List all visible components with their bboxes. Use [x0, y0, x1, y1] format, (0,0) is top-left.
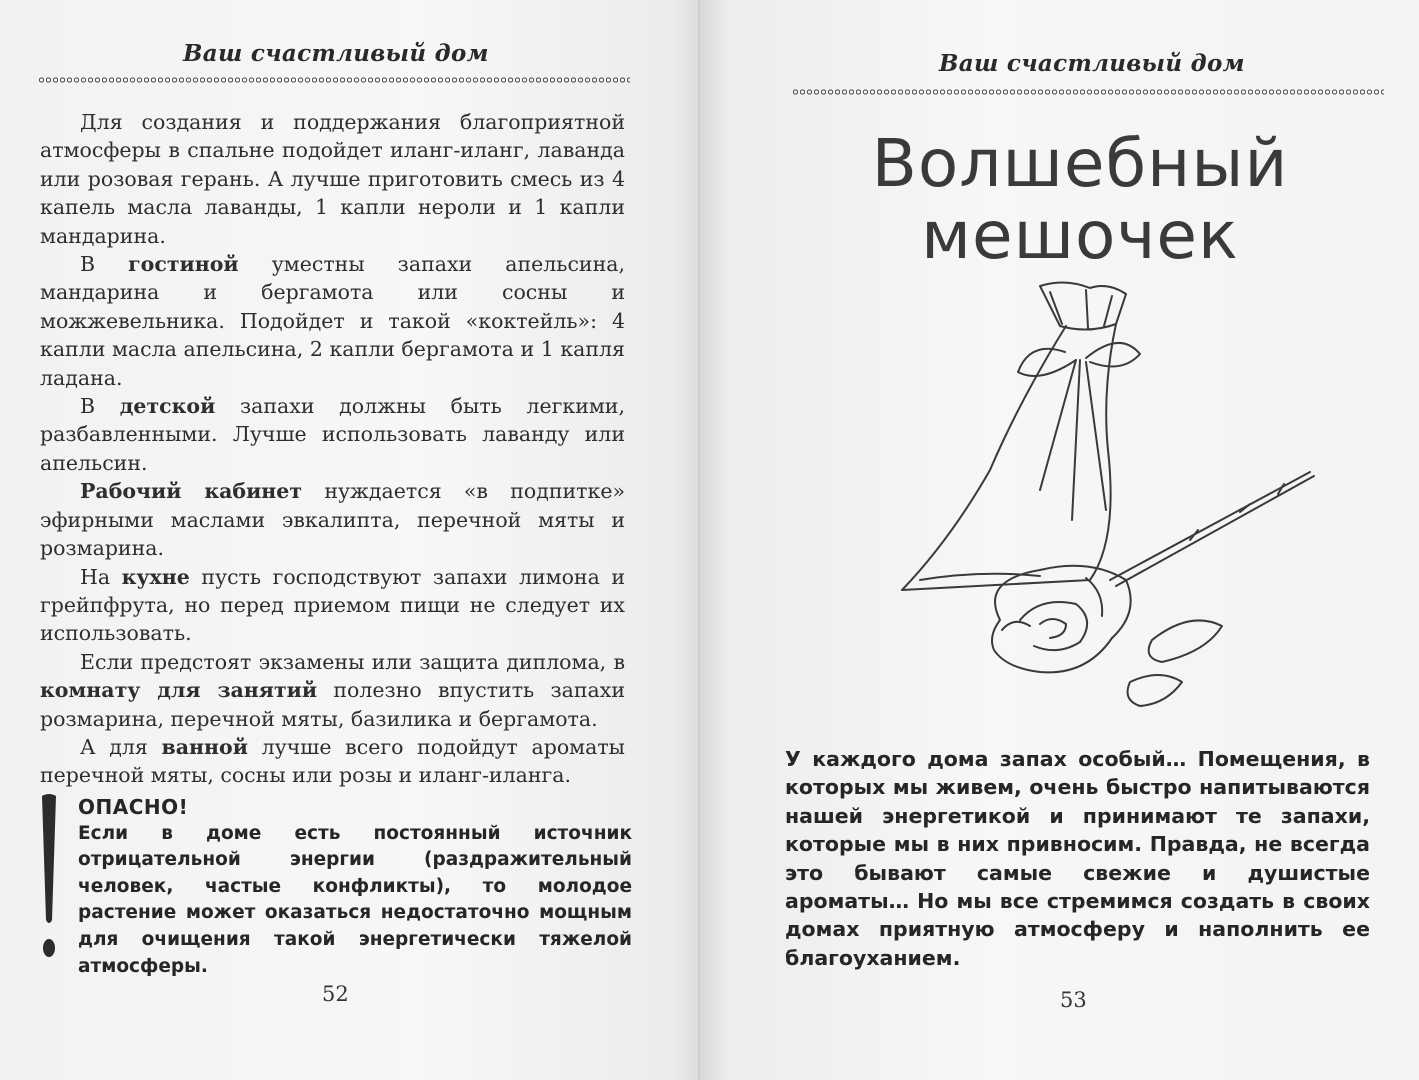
left-page [0, 0, 700, 1080]
running-head-left: Ваш счастливый дом [183, 40, 489, 67]
sachet-with-rose-illustration [890, 280, 1330, 730]
paragraph-study: Рабочий кабинет нуждается «в подпитке» эфирными маслами эвкалипта, перечной мяты и розмарина. [40, 479, 626, 561]
intro-text: У каждого дома запах особый… Помещения, в которых мы живем, очень быстро напитываются нашей энергетикой и принимают те запахи, которые мы в них привносим. Правда, не всегда это бывают самые свежие и душистые ароматы… Но мы все стремимся создать в своих домах приятную атмосферу и наполнить ее благоуханием. [785, 747, 1370, 970]
warning-title: ОПАСНО! [78, 795, 189, 819]
ornament-rule-right [792, 88, 1384, 96]
warning-text: Если в доме есть постоянный источник отрицательной энергии (раздражительный человек, частые конфликты), то молодое растение может оказаться недостаточно мощным для очищения такой энергетически тяжелой атмосферы. [78, 822, 632, 977]
chapter-title [820, 125, 1340, 274]
exclamation-icon [36, 792, 62, 964]
chapter-title-line1: Волшебный [871, 125, 1289, 202]
paragraph-living-room: В гостиной уместны запахи апельсина, мандарина и бергамота или сосны и можжевельника. Подойдет и такой «коктейль»: 4 капли масла апельсина, 2 капли бергамота и 1 капля ладана. [40, 252, 625, 390]
running-head-right: Ваш счастливый дом [939, 50, 1245, 77]
paragraph-kitchen: На кухне пусть господствуют запахи лимона и грейпфрута, но перед приемом пищи не следует их использовать. [40, 564, 625, 646]
left-body-text [40, 108, 625, 790]
paragraph-study-room: Если предстоят экзамены или защита диплома, в комнату для занятий полезно впустить запахи розмарина, перечной мяты, базилика и бергамота. [40, 649, 625, 731]
ornament-rule-left [38, 76, 630, 84]
chapter-title-line2: мешочек [921, 197, 1239, 274]
warning-box [78, 794, 632, 980]
page-number-left: 52 [322, 982, 349, 1006]
paragraph-bathroom: А для ванной лучше всего подойдут ароматы перечной мяты, сосны или розы и иланг-иланга. [40, 734, 625, 788]
page-number-right: 53 [1060, 988, 1087, 1012]
paragraph-bedroom: Для создания и поддержания благоприятной атмосферы в спальне подойдет иланг-иланг, лаванда или розовая герань. А лучше приготовить смесь из 4 капель масла лаванды, 1 капли нероли и 1 капли мандарина. [40, 110, 625, 248]
paragraph-nursery: В детской запахи должны быть легкими, разбавленными. Лучше использовать лаванду или апельсин. [40, 394, 625, 475]
